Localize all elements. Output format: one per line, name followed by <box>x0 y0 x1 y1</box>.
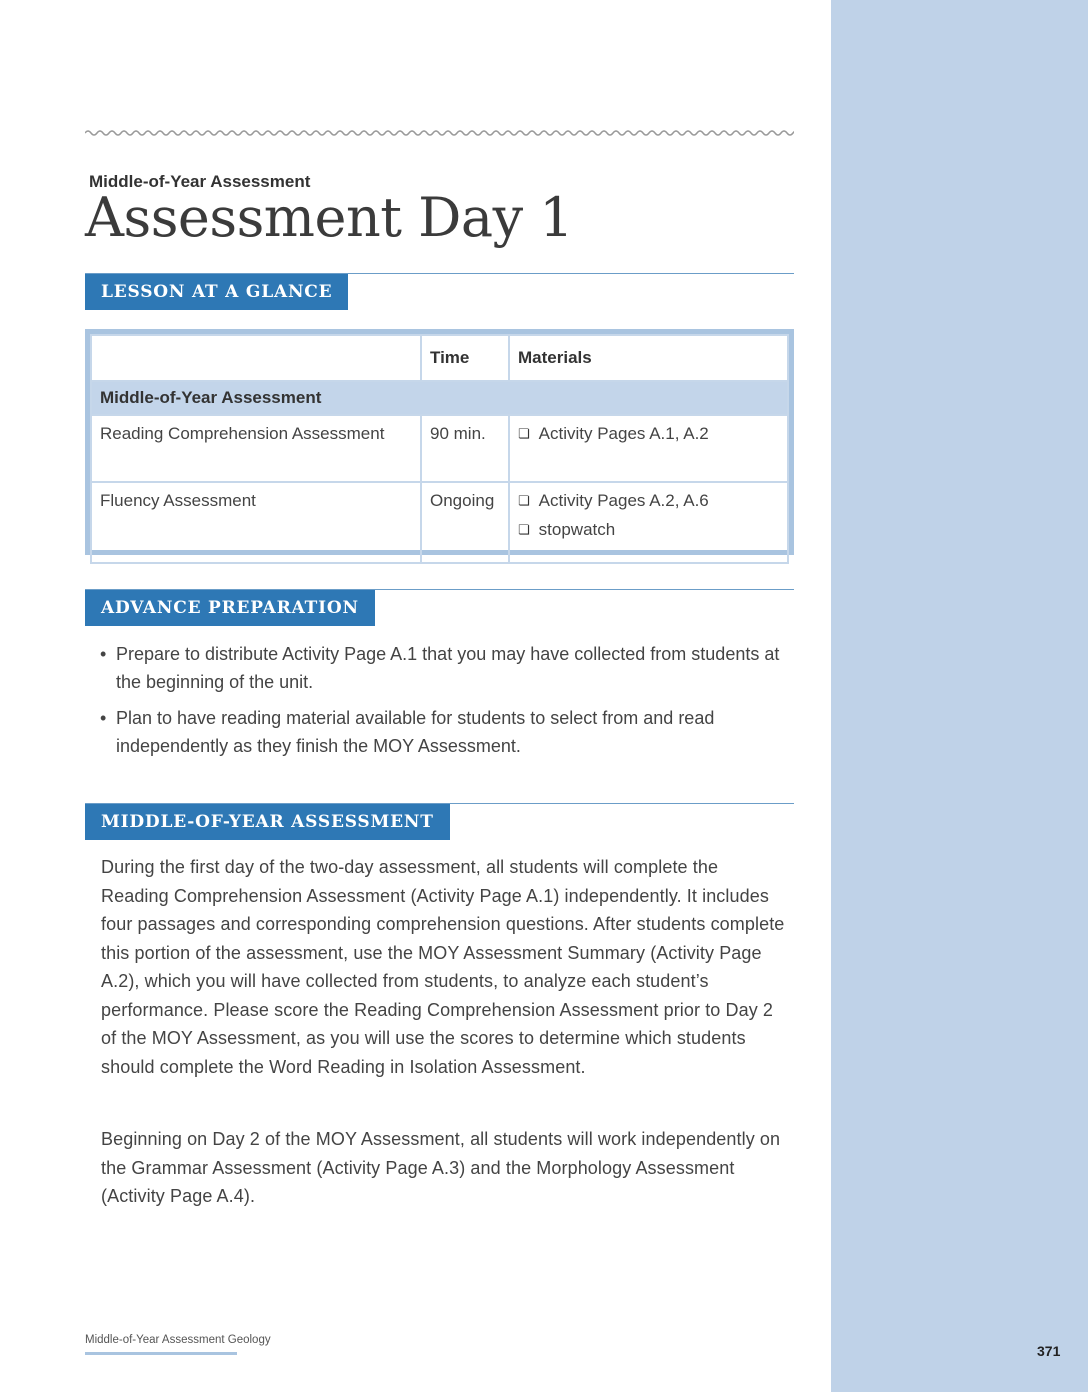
footer-bar <box>85 1352 237 1355</box>
time-cell: Ongoing <box>421 482 509 563</box>
page-title: Assessment Day 1 <box>85 186 574 249</box>
column-header-time: Time <box>421 335 509 381</box>
advance-preparation-heading: ADVANCE PREPARATION <box>85 590 375 626</box>
page-kicker: Middle-of-Year Assessment <box>89 172 311 191</box>
group-label: Middle-of-Year Assessment <box>91 381 788 415</box>
body-paragraph: During the first day of the two-day assessment, all students will complete the Reading Comprehension Assessment (Activity Page A.1) independently. It includes four passages and corresponding comprehension questions. After students complete this portion of the assessment, use the MOY Assessment Summary (Activity Page A.2), which you will have collected from students, to analyze each student’s performance. Please score the Reading Comprehension Assessment prior to Day 2 of the MOY Assessment, as you will use the scores to determine which students should complete the Word Reading in Isolation Assessment. <box>101 857 785 1077</box>
body-paragraph: Beginning on Day 2 of the MOY Assessment, all students will work independently on the Grammar Assessment (Activity Page A.3) and the Morphology Assessment (Activity Page A.4). <box>101 1129 781 1206</box>
materials-label: Activity Pages A.2, A.6 <box>538 491 709 510</box>
bullet-icon: • <box>100 708 107 728</box>
advance-preparation-list <box>100 640 780 768</box>
list-item-text: Prepare to distribute Activity Page A.1 that you may have collected from students at the beginning of the unit. <box>116 644 780 692</box>
table-group-row <box>91 381 788 415</box>
materials-cell <box>509 482 788 563</box>
lesson-at-a-glance-heading: LESSON AT A GLANCE <box>85 274 348 310</box>
list-item <box>100 704 780 760</box>
footer-text: Middle-of-Year Assessment Geology <box>85 1334 271 1346</box>
page-sidebar <box>831 0 1088 1392</box>
bullet-icon: • <box>100 644 107 664</box>
table-row <box>91 415 788 482</box>
checkbox-icon: ❏ <box>518 493 530 508</box>
materials-label: Activity Pages A.1, A.2 <box>538 424 709 443</box>
middle-of-year-assessment-heading: MIDDLE-OF-YEAR ASSESSMENT <box>85 804 450 840</box>
materials-cell <box>509 415 788 482</box>
page-number: 371 <box>1037 1343 1061 1359</box>
materials-label: stopwatch <box>538 520 616 539</box>
materials-item <box>518 491 779 511</box>
column-header-materials: Materials <box>509 335 788 381</box>
list-item <box>100 640 780 696</box>
list-item-text: Plan to have reading material available for students to select from and read independently as they finish the MOY Assessment. <box>116 708 715 756</box>
table-header-row <box>91 335 788 381</box>
table-row <box>91 482 788 563</box>
column-header-activity <box>91 335 421 381</box>
checkbox-icon: ❏ <box>518 522 530 537</box>
materials-item <box>518 520 779 540</box>
materials-item <box>518 424 779 444</box>
checkbox-icon: ❏ <box>518 426 530 441</box>
time-cell: 90 min. <box>421 415 509 482</box>
wavy-divider <box>85 126 794 140</box>
lesson-at-a-glance-table <box>85 329 794 555</box>
activity-cell: Reading Comprehension Assessment <box>91 415 421 482</box>
activity-cell: Fluency Assessment <box>91 482 421 563</box>
